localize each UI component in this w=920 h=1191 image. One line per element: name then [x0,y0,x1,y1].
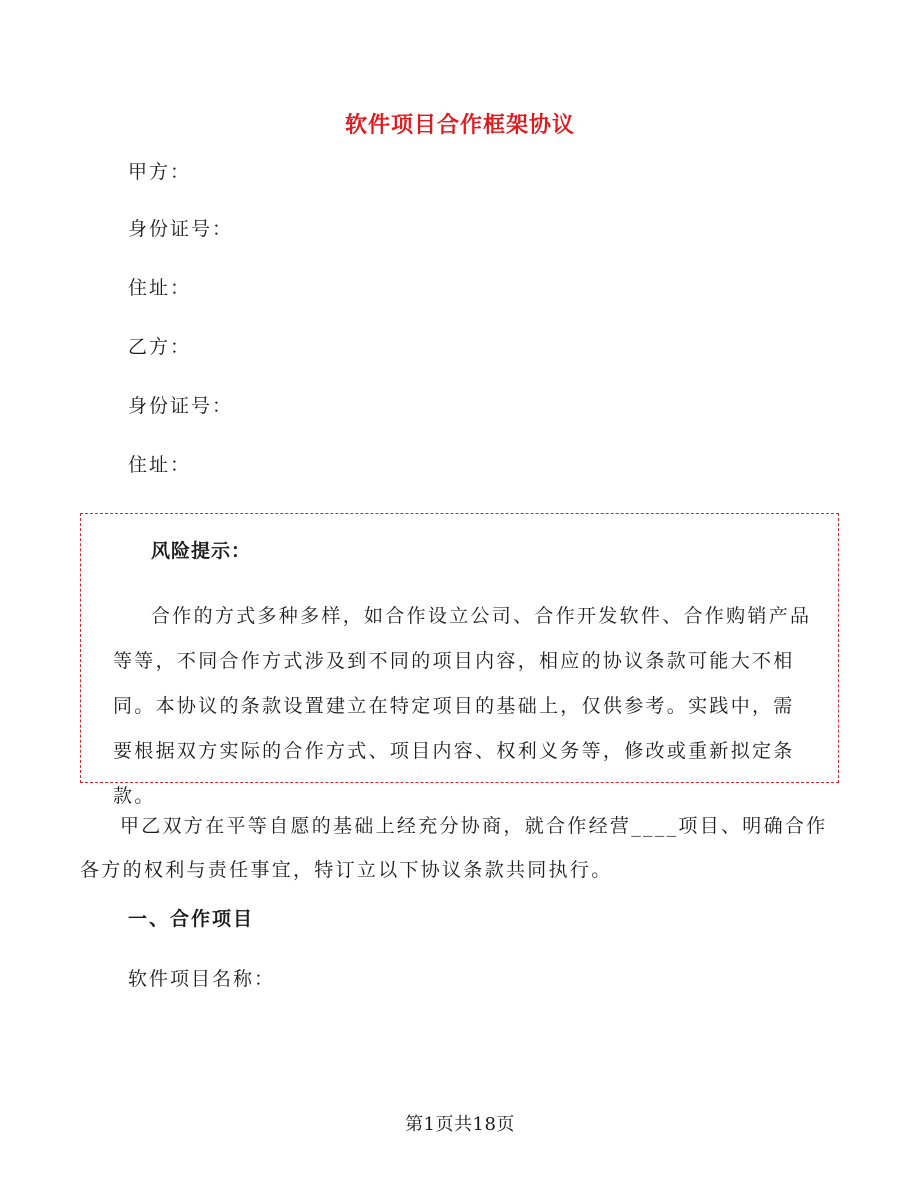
party-b-id-label: 身份证号： [128,395,234,417]
party-a-address-label: 住址： [128,277,192,299]
risk-notice-heading: 风险提示： [151,540,252,562]
party-b-label: 乙方： [128,336,192,358]
intro-paragraph: 甲乙双方在平等自愿的基础上经充分协商，就合作经营____项目、明确合作各方的权利与责任事宜，特订立以下协议条款共同执行。 [80,815,828,881]
document-title: 软件项目合作框架协议 [344,112,575,138]
party-b-address-label: 住址： [128,454,192,476]
risk-notice-body: 合作的方式多种多样，如合作设立公司、合作开发软件、合作购销产品等等，不同合作方式涉及到不同的项目内容，相应的协议条款可能大不相同。本协议的条款设置建立在特定项目的基础上，仅供参考。实践中，需要根据双方实际的合作方式、项目内容、权利义务等，修改或重新拟定条款。 [113,605,812,807]
page-indicator: 第1页共18页 [405,1114,515,1135]
section-1-heading: 一、合作项目 [128,908,255,930]
party-a-id-label: 身份证号： [128,218,234,240]
risk-notice-box [80,513,839,807]
party-a-label: 甲方： [128,161,192,183]
software-name-label: 软件项目名称： [128,968,276,990]
